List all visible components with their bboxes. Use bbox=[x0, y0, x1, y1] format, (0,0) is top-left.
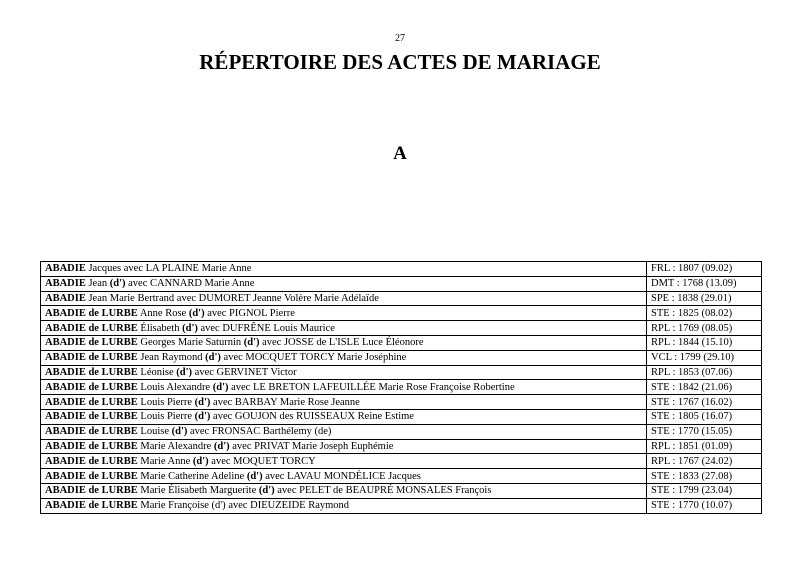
given-names: Élisabeth bbox=[137, 322, 180, 334]
spouse-text: avec DUFRÊNE Louis Maurice bbox=[197, 322, 335, 334]
particle: (d') bbox=[192, 396, 211, 408]
surname: ABADIE de LURBE bbox=[45, 396, 138, 408]
particle: (d') bbox=[186, 307, 205, 319]
spouses-cell bbox=[41, 454, 647, 469]
spouses-cell bbox=[41, 335, 647, 350]
parish-date-cell: RPL : 1844 (15.10) bbox=[647, 335, 762, 350]
spouses-cell bbox=[41, 498, 647, 513]
surname: ABADIE de LURBE bbox=[45, 366, 138, 378]
particle: (d') bbox=[256, 485, 275, 497]
surname: ABADIE de LURBE bbox=[45, 440, 138, 452]
spouse-text: avec GOUJON des RUISSEAUX Reine Estime bbox=[210, 411, 414, 423]
surname: ABADIE de LURBE bbox=[45, 455, 138, 467]
table-row bbox=[41, 291, 762, 306]
particle: (d') bbox=[173, 366, 193, 378]
spouse-text: avec BARBAY Marie Rose Jeanne bbox=[210, 396, 360, 408]
spouse-text: avec DIEUZEIDE Raymond bbox=[225, 500, 350, 512]
spouse-text: avec JOSSE de L'ISLE Luce Éléonore bbox=[259, 337, 424, 349]
table-row bbox=[41, 439, 762, 454]
given-names: Marie Alexandre bbox=[137, 440, 212, 452]
particle: (d') bbox=[190, 455, 209, 467]
spouses-cell bbox=[41, 306, 647, 321]
surname: ABADIE de LURBE bbox=[45, 426, 138, 438]
given-names: Léonise bbox=[137, 366, 174, 378]
given-names: Marie Élisabeth Marguerite bbox=[137, 485, 257, 497]
parish-date-cell: STE : 1833 (27.08) bbox=[647, 469, 762, 484]
surname: ABADIE de LURBE bbox=[45, 485, 138, 497]
spouses-cell bbox=[41, 483, 647, 498]
surname: ABADIE de LURBE bbox=[45, 411, 138, 423]
surname: ABADIE de LURBE bbox=[45, 470, 138, 482]
page-number: 27 bbox=[395, 33, 405, 44]
given-names: Marie Françoise (d') bbox=[137, 500, 226, 512]
given-names: Louis Alexandre bbox=[137, 381, 211, 393]
table-row bbox=[41, 469, 762, 484]
spouses-cell bbox=[41, 291, 647, 306]
parish-date-cell: STE : 1767 (16.02) bbox=[647, 395, 762, 410]
surname: ABADIE de LURBE bbox=[45, 381, 138, 393]
surname: ABADIE de LURBE bbox=[45, 337, 138, 349]
given-names: Louis Pierre bbox=[137, 396, 193, 408]
page-title: RÉPERTOIRE DES ACTES DE MARIAGE bbox=[199, 50, 601, 74]
spouses-cell bbox=[41, 321, 647, 336]
parish-date-cell: STE : 1825 (08.02) bbox=[647, 306, 762, 321]
table-row bbox=[41, 380, 762, 395]
table-row bbox=[41, 306, 762, 321]
spouses-cell bbox=[41, 380, 647, 395]
table-row bbox=[41, 498, 762, 513]
spouses-cell bbox=[41, 424, 647, 439]
table-row bbox=[41, 321, 762, 336]
spouses-cell bbox=[41, 276, 647, 291]
particle: (d') bbox=[202, 352, 221, 364]
given-names: Jean Raymond bbox=[137, 352, 203, 364]
parish-date-cell: RPL : 1851 (01.09) bbox=[647, 439, 762, 454]
parish-date-cell: STE : 1770 (10.07) bbox=[647, 498, 762, 513]
surname: ABADIE de LURBE bbox=[45, 307, 138, 319]
particle: (d') bbox=[210, 381, 229, 393]
parish-date-cell: STE : 1805 (16.07) bbox=[647, 409, 762, 424]
spouse-text: avec MOQUET TORCY bbox=[208, 455, 316, 467]
table-row bbox=[41, 262, 762, 277]
spouse-text: Jean Marie Bertrand avec DUMORET Jeanne Volère Marie Adélaïde bbox=[85, 292, 379, 304]
parish-date-cell: STE : 1799 (23.04) bbox=[647, 483, 762, 498]
spouse-text: avec CANNARD Marie Anne bbox=[125, 278, 255, 290]
parish-date-cell: RPL : 1853 (07.06) bbox=[647, 365, 762, 380]
parish-date-cell: STE : 1842 (21.06) bbox=[647, 380, 762, 395]
particle: (d') bbox=[168, 426, 188, 438]
surname: ABADIE de LURBE bbox=[45, 352, 138, 364]
surname: ABADIE de LURBE bbox=[45, 322, 138, 334]
given-names: Louis Pierre bbox=[137, 411, 193, 423]
surname: ABADIE bbox=[45, 292, 86, 304]
given-names: Anne Rose bbox=[137, 307, 187, 319]
spouses-cell bbox=[41, 365, 647, 380]
table-row bbox=[41, 424, 762, 439]
spouse-text: avec PIGNOL Pierre bbox=[204, 307, 295, 319]
table-row bbox=[41, 276, 762, 291]
spouses-cell bbox=[41, 439, 647, 454]
particle: (d') bbox=[241, 337, 260, 349]
table-row bbox=[41, 395, 762, 410]
marriage-records-table bbox=[40, 261, 762, 514]
spouses-cell bbox=[41, 409, 647, 424]
spouse-text: avec LE BRETON LAFEUILLÉE Marie Rose Françoise Robertine bbox=[228, 381, 515, 393]
table-row bbox=[41, 335, 762, 350]
table-row bbox=[41, 409, 762, 424]
section-letter: A bbox=[393, 143, 407, 164]
parish-date-cell: FRL : 1807 (09.02) bbox=[647, 262, 762, 277]
spouse-text: avec FRONSAC Barthélemy (de) bbox=[187, 426, 332, 438]
table-row bbox=[41, 454, 762, 469]
particle: (d') bbox=[211, 440, 230, 452]
parish-date-cell: VCL : 1799 (29.10) bbox=[647, 350, 762, 365]
spouse-text: Jacques avec LA PLAINE Marie Anne bbox=[85, 263, 252, 275]
parish-date-cell: STE : 1770 (15.05) bbox=[647, 424, 762, 439]
spouse-text: avec LAVAU MONDÉLICE Jacques bbox=[262, 470, 421, 482]
spouses-cell bbox=[41, 469, 647, 484]
spouse-text: avec PELET de BEAUPRÉ MONSALES François bbox=[274, 485, 492, 497]
parish-date-cell: RPL : 1767 (24.02) bbox=[647, 454, 762, 469]
given-names: Jean bbox=[85, 278, 108, 290]
parish-date-cell: SPE : 1838 (29.01) bbox=[647, 291, 762, 306]
particle: (d') bbox=[192, 411, 211, 423]
surname: ABADIE bbox=[45, 263, 86, 275]
spouses-cell bbox=[41, 350, 647, 365]
spouse-text: avec GERVINET Victor bbox=[192, 366, 297, 378]
table-row bbox=[41, 365, 762, 380]
table-row bbox=[41, 350, 762, 365]
parish-date-cell: DMT : 1768 (13.09) bbox=[647, 276, 762, 291]
particle: (d') bbox=[179, 322, 198, 334]
parish-date-cell: RPL : 1769 (08.05) bbox=[647, 321, 762, 336]
spouses-cell bbox=[41, 262, 647, 277]
particle: (d') bbox=[244, 470, 263, 482]
spouses-cell bbox=[41, 395, 647, 410]
spouse-text: avec PRIVAT Marie Joseph Euphémie bbox=[229, 440, 394, 452]
given-names: Louise bbox=[137, 426, 169, 438]
particle: (d') bbox=[107, 278, 126, 290]
given-names: Marie Catherine Adeline bbox=[137, 470, 245, 482]
table-row bbox=[41, 483, 762, 498]
surname: ABADIE bbox=[45, 278, 86, 290]
spouse-text: avec MOCQUET TORCY Marie Joséphine bbox=[220, 352, 407, 364]
surname: ABADIE de LURBE bbox=[45, 500, 138, 512]
given-names: Georges Marie Saturnin bbox=[137, 337, 242, 349]
given-names: Marie Anne bbox=[137, 455, 191, 467]
